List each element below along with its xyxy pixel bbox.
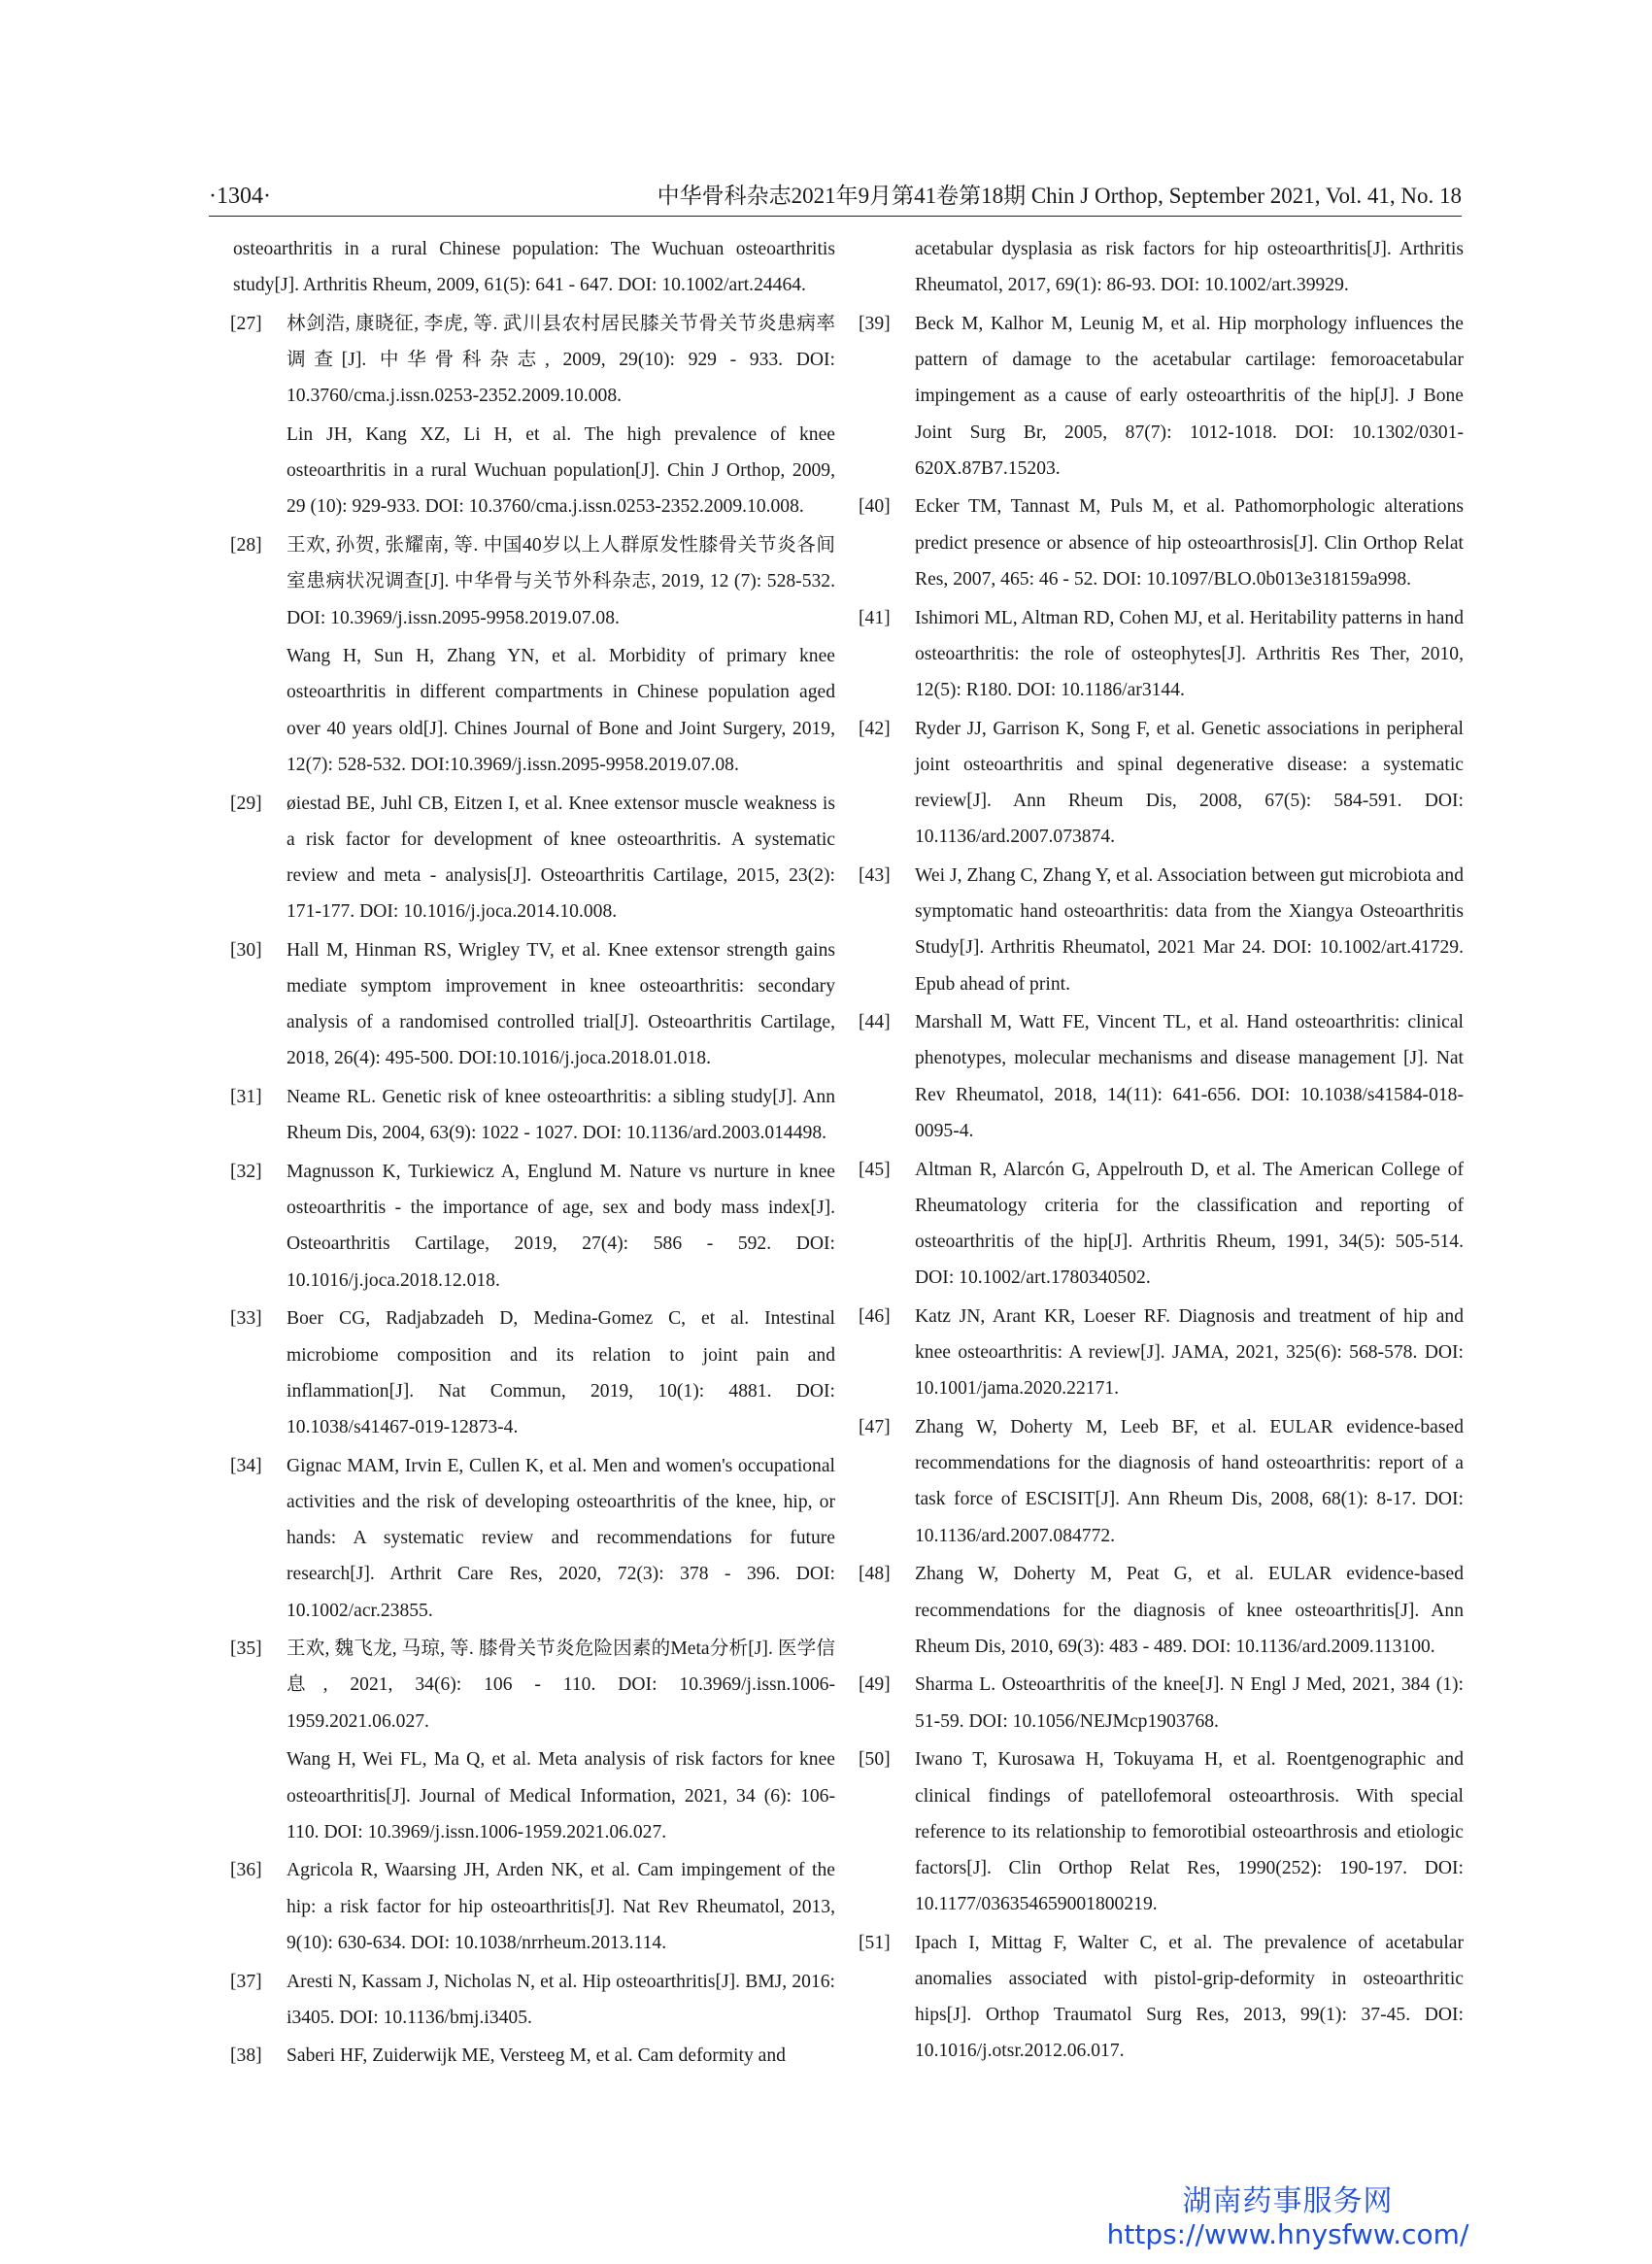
reference-number: [51] [859,1932,891,1953]
reference-text: acetabular dysplasia as risk factors for hip osteoarthritis[J]. Arthritis Rheumatol, 2017, 69(1): 86-93. DOI: 10.1002/art.39929. [915,239,1464,296]
reference-text: Marshall M, Watt FE, Vincent TL, et al. Hand osteoarthritis: clinical phenotypes, molecular mechanisms and disease management [J]. Nat Rev Rheumatol, 2018, 14(11): 641-656. DOI: 10.1038/s41584-018-0095-4. [915,1012,1464,1141]
reference-item [230,306,835,415]
reference-item [861,711,1464,856]
reference-text: Gignac MAM, Irvin E, Cullen K, et al. Men and women's occupational activities and the risk of developing osteoarthritis of the knee, hip, or hands: A systematic review and recommendations for future research[J]. Arthrit Care Res, 2020, 72(3): 378 - 396. DOI: 10.1002/acr.23855. [287,1455,835,1621]
reference-text: Zhang W, Doherty M, Peat G, et al. EULAR evidence-based recommendations for the diagnosis of knee osteoarthritis[J]. Ann Rheum Dis, 2010, 69(3): 483 - 489. DOI: 10.1136/ard.2009.113100. [915,1564,1464,1657]
reference-number: [42] [859,718,891,739]
reference-number: [45] [859,1159,891,1180]
reference-text: 林剑浩, 康晓征, 李虎, 等. 武川县农村居民膝关节骨关节炎患病率调查[J]. 中华骨科杂志, 2009, 29(10): 929 - 933. DOI: 10.3760/cma.j.issn.0253-2352.2009.10.008. [287,313,835,407]
reference-item [230,527,835,636]
reference-text: Wei J, Zhang C, Zhang Y, et al. Association between gut microbiota and symptomatic hand osteoarthritis: data from the Xiangya Osteoarthritis Study[J]. Arthritis Rheumatol, 2021 Mar 24. DOI: 10.1002/art.41729. Epub ahead of print. [915,864,1464,995]
reference-number: [33] [230,1308,262,1330]
reference-item [230,1631,835,1740]
reference-number: [49] [859,1674,891,1696]
reference-text: Magnusson K, Turkiewicz A, Englund M. Nature vs nurture in knee osteoarthritis - the importance of age, sex and body mass index[J]. Osteoarthritis Cartilage, 2019, 27(4): 586 - 592. DOI: 10.1016/j.joca.2018.12.018. [287,1162,835,1291]
reference-number: [47] [859,1417,891,1437]
reference-item [230,786,835,930]
reference-item [230,2038,835,2074]
reference-text: Saberi HF, Zuiderwijk ME, Versteeg M, et al. Cam deformity and [287,2045,786,2067]
reference-text: 王欢, 魏飞龙, 马琼, 等. 膝骨关节炎危险因素的Meta分析[J]. 医学信息, 2021, 34(6): 106 - 110. DOI: 10.3969/j.issn.1006-1959.2021.06.027. [287,1639,835,1732]
reference-item [230,1154,835,1299]
reference-number: [41] [859,607,891,628]
reference-number: [37] [230,1971,262,1992]
reference-text: Boer CG, Radjabzadeh D, Medina-Gomez C, et al. Intestinal microbiome composition and its relation to joint pain and inflammation[J]. Nat Commun, 2019, 10(1): 4881. DOI: 10.1038/s41467-019-12873-4. [287,1308,835,1437]
reference-number: [43] [859,864,891,886]
reference-item [861,600,1464,709]
reference-number: [31] [230,1087,262,1108]
reference-number: [27] [230,313,262,334]
reference-item [861,1004,1464,1149]
reference-text: Iwano T, Kurosawa H, Tokuyama H, et al. Roentgenographic and clinical findings of patellofemoral osteoarthrosis. With special reference to its relationship to femorotibial osteoarthrosis and etiologic factors[J]. Clin Orthop Relat Res, 1990(252): 190-197. DOI: 10.1177/036354659001800219. [915,1749,1464,1915]
reference-number: [39] [859,313,891,334]
reference-item [861,1152,1464,1297]
reference-number: [30] [230,939,262,961]
reference-number: [35] [230,1639,262,1660]
reference-translation [233,638,835,783]
reference-item [861,1299,1464,1407]
reference-item [230,1301,835,1445]
reference-number: [28] [230,535,262,557]
reference-item [861,858,1464,1002]
reference-text: Zhang W, Doherty M, Leeb BF, et al. EULAR evidence-based recommendations for the diagnosis of hand osteoarthritis: report of a task force of ESCISIT[J]. Ann Rheum Dis, 2008, 68(1): 8-17. DOI: 10.1136/ard.2007.084772. [915,1417,1464,1546]
reference-number: [29] [230,793,262,814]
reference-text: Ecker TM, Tannast M, Puls M, et al. Pathomorphologic alterations predict presence or absence of hip osteoarthrosis[J]. Clin Orthop Relat Res, 2007, 465: 46 - 52. DOI: 10.1097/BLO.0b013e318159a998. [915,496,1464,590]
site-watermark [1094,2185,1482,2251]
running-header [209,181,1462,217]
reference-text: Beck M, Kalhor M, Leunig M, et al. Hip morphology influences the pattern of damage to the acetabular cartilage: femoroacetabular impingement as a cause of early osteoarthritis of the hip[J]. J Bone Joint Surg Br, 2005, 87(7): 1012-1018. DOI: 10.1302/0301-620X.87B7.15203. [915,313,1464,479]
reference-number: [36] [230,1860,262,1881]
reference-number: [46] [859,1305,891,1327]
reference-continuation [233,231,835,303]
reference-item [861,1409,1464,1554]
reference-text: Wang H, Sun H, Zhang YN, et al. Morbidity of primary knee osteoarthritis in different compartments in Chinese population aged over 40 years old[J]. Chines Journal of Bone and Joint Surgery, 2019, 12(7): 528-532. DOI:10.3969/j.issn.2095-9958.2019.07.08. [287,646,835,775]
reference-text: osteoarthritis in a rural Chinese population: The Wuchuan osteoarthritis study[J]. Arthritis Rheum, 2009, 61(5): 641 - 647. DOI: 10.1002/art.24464. [233,239,835,296]
reference-number: [44] [859,1012,891,1033]
journal-running-title: 中华骨科杂志2021年9月第41卷第18期 Chin J Orthop, September 2021, Vol. 41, No. 18 [657,184,1462,208]
reference-text: 王欢, 孙贺, 张耀南, 等. 中国40岁以上人群原发性膝骨关节炎各间室患病状况调查[J]. 中华骨与关节外科杂志, 2019, 12 (7): 528-532. DOI: 10.3969/j.issn.2095-9958.2019.07.08. [287,535,835,628]
reference-number: [34] [230,1455,262,1476]
reference-text: Ipach I, Mittag F, Walter C, et al. The prevalence of acetabular anomalies associated with pistol-grip-deformity in osteoarthritic hips[J]. Orthop Traumatol Surg Res, 2013, 99(1): 37-45. DOI: 10.1016/j.otsr.2012.06.017. [915,1932,1464,2062]
reference-text: Agricola R, Waarsing JH, Arden NK, et al. Cam impingement of the hip: a risk factor for hip osteoarthritis[J]. Nat Rev Rheumatol, 2013, 9(10): 630-634. DOI: 10.1038/nrrheum.2013.114. [287,1860,835,1953]
reference-text: Wang H, Wei FL, Ma Q, et al. Meta analysis of risk factors for knee osteoarthritis[J]. Journal of Medical Information, 2021, 34 (6): 106-110. DOI: 10.3969/j.issn.1006-1959.2021.06.027. [287,1749,835,1842]
reference-number: [38] [230,2045,262,2067]
reference-text: Sharma L. Osteoarthritis of the knee[J]. N Engl J Med, 2021, 384 (1): 51-59. DOI: 10.1056/NEJMcp1903768. [915,1674,1464,1732]
reference-item [230,1964,835,2036]
reference-item [861,1741,1464,1922]
reference-text: øiestad BE, Juhl CB, Eitzen I, et al. Knee extensor muscle weakness is a risk factor for development of knee osteoarthritis. A systematic review and meta - analysis[J]. Osteoarthritis Cartilage, 2015, 23(2): 171-177. DOI: 10.1016/j.joca.2014.10.008. [287,793,835,923]
reference-translation [233,1741,835,1850]
reference-text: Hall M, Hinman RS, Wrigley TV, et al. Knee extensor strength gains mediate symptom improvement in knee osteoarthritis: secondary analysis of a randomised controlled trial[J]. Osteoarthritis Cartilage, 2018, 26(4): 495-500. DOI:10.1016/j.joca.2018.01.018. [287,939,835,1069]
reference-item [861,1667,1464,1739]
watermark-url[interactable]: https://www.hnysfww.com/ [1106,2218,1469,2250]
reference-text: Altman R, Alarcón G, Appelrouth D, et al. The American College of Rheumatology criteria for the classification and reporting of osteoarthritis of the hip[J]. Arthritis Rheum, 1991, 34(5): 505-514. DOI: 10.1002/art.1780340502. [915,1159,1464,1289]
reference-number: [32] [230,1162,262,1183]
reference-item [861,489,1464,597]
reference-item [230,932,835,1077]
reference-item [861,306,1464,487]
reference-continuation [861,231,1464,303]
reference-item [230,1852,835,1961]
page-number: ·1304· [209,184,271,209]
reference-text: Ryder JJ, Garrison K, Song F, et al. Genetic associations in peripheral joint osteoarthritis and spinal degenerative disease: a systematic review[J]. Ann Rheum Dis, 2008, 67(5): 584-591. DOI: 10.1136/ard.2007.073874. [915,718,1464,848]
reference-item [861,1925,1464,2070]
reference-number: [50] [859,1749,891,1771]
reference-number: [40] [859,496,891,518]
reference-column-left [230,231,835,2077]
reference-item [861,1556,1464,1665]
reference-text: Ishimori ML, Altman RD, Cohen MJ, et al. Heritability patterns in hand osteoarthritis: the role of osteophytes[J]. Arthritis Res Ther, 2010, 12(5): R180. DOI: 10.1186/ar3144. [915,607,1464,700]
reference-text: Lin JH, Kang XZ, Li H, et al. The high prevalence of knee osteoarthritis in a rural Wuchuan population[J]. Chin J Orthop, 2009, 29 (10): 929-933. DOI: 10.3760/cma.j.issn.0253-2352.2009.10.008. [287,424,835,518]
watermark-site-name: 湖南药事服务网 [1182,2184,1394,2218]
reference-item [230,1079,835,1151]
reference-text: Neame RL. Genetic risk of knee osteoarthritis: a sibling study[J]. Ann Rheum Dis, 2004, 63(9): 1022 - 1027. DOI: 10.1136/ard.2003.014498. [287,1087,835,1144]
reference-text: Aresti N, Kassam J, Nicholas N, et al. Hip osteoarthritis[J]. BMJ, 2016: i3405. DOI: 10.1136/bmj.i3405. [287,1971,835,2028]
reference-text: Katz JN, Arant KR, Loeser RF. Diagnosis and treatment of hip and knee osteoarthritis: A review[J]. JAMA, 2021, 325(6): 568-578. DOI: 10.1001/jama.2020.22171. [915,1305,1464,1400]
reference-column-right [861,231,1464,2072]
reference-translation [233,417,835,525]
reference-number: [48] [859,1564,891,1585]
reference-item [230,1448,835,1629]
